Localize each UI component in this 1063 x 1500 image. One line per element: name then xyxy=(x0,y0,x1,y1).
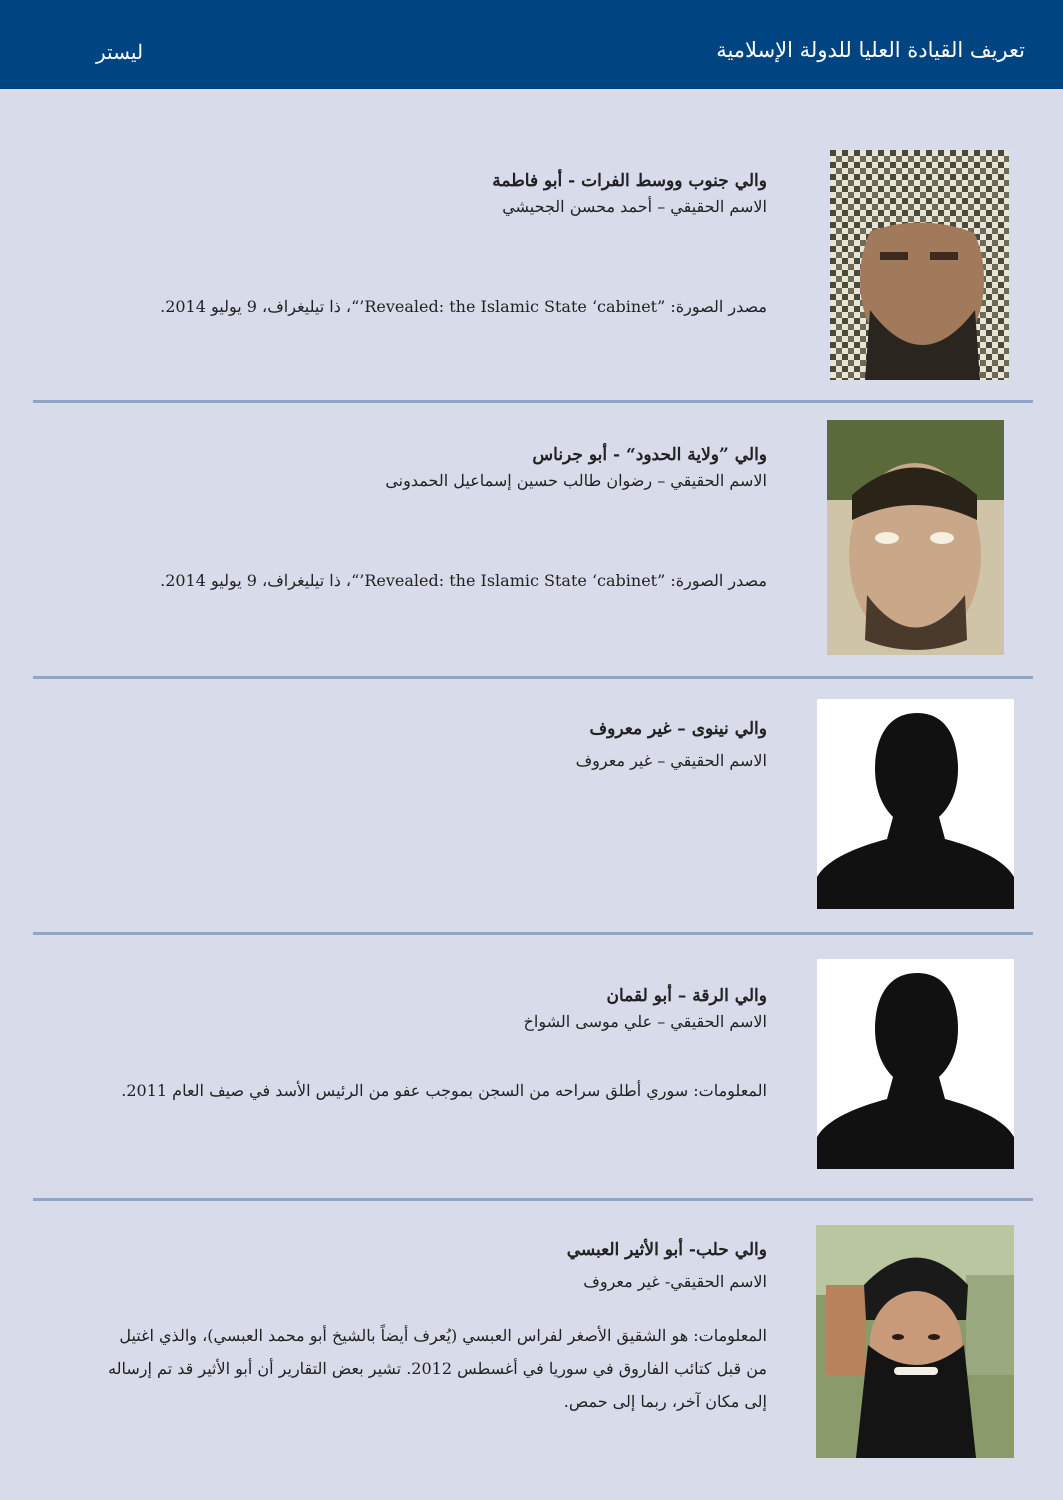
silhouette-placeholder xyxy=(817,959,1014,1169)
profile-note: مصدر الصورة: ”Revealed: the Islamic State ‘cabinet’“، ذا تيليغراف، 9 يوليو 2014. xyxy=(160,571,767,590)
page-header xyxy=(0,0,1063,89)
profile-real-name: الاسم الحقيقي- غير معروف xyxy=(583,1272,767,1291)
profile-photo xyxy=(816,1225,1014,1458)
profile-real-name: الاسم الحقيقي – غير معروف xyxy=(575,751,767,770)
profile-note: المعلومات: سوري أطلق سراحه من السجن بموجب عفو من الرئيس الأسد في صيف العام 2011. xyxy=(121,1081,767,1100)
section-divider xyxy=(33,400,1033,403)
profile-note: مصدر الصورة: ”Revealed: the Islamic State ‘cabinet’“، ذا تيليغراف، 9 يوليو 2014. xyxy=(160,297,767,316)
profile-name: والي الرقة – أبو لقمان xyxy=(606,986,767,1006)
profile-photo xyxy=(827,420,1004,655)
profile-name: والي جنوب ووسط الفرات - أبو فاطمة xyxy=(492,171,767,191)
profile-text xyxy=(107,1237,767,1418)
profile-real-name: الاسم الحقيقي – علي موسى الشواخ xyxy=(523,1012,767,1031)
section-divider xyxy=(33,1198,1033,1201)
profile-name: والي حلب- أبو الأثير العبسي xyxy=(566,1240,767,1260)
profile-note: المعلومات: هو الشقيق الأصغر لفراس العبسي (يُعرف أيضاً بالشيخ أبو محمد العبسي)، والذي اغتيل من قبل كتائب الفاروق في سوريا في أغسطس 2012. تشير بعض التقارير أن أبو الأثير قد تم إرساله إلى مكان آخر، ربما إلى حمص. xyxy=(108,1326,767,1411)
profile-text xyxy=(107,716,767,774)
document-title: تعريف القيادة العليا للدولة الإسلامية xyxy=(716,38,1025,62)
profile-photo xyxy=(830,150,1009,380)
silhouette-placeholder xyxy=(817,699,1014,909)
publisher-name: ليستر xyxy=(96,40,144,64)
profile-text xyxy=(107,983,767,1107)
profile-real-name: الاسم الحقيقي – أحمد محسن الجحيشي xyxy=(502,197,767,216)
profile-real-name: الاسم الحقيقي – رضوان طالب حسين إسماعيل الحمدونى xyxy=(385,471,767,490)
section-divider xyxy=(33,932,1033,935)
profile-name: والي ”ولاية الحدود“ - أبو جرناس xyxy=(532,445,767,465)
profile-text xyxy=(107,442,767,597)
profile-name: والي نينوى – غير معروف xyxy=(589,719,767,739)
section-divider xyxy=(33,676,1033,679)
profile-text xyxy=(107,168,767,323)
